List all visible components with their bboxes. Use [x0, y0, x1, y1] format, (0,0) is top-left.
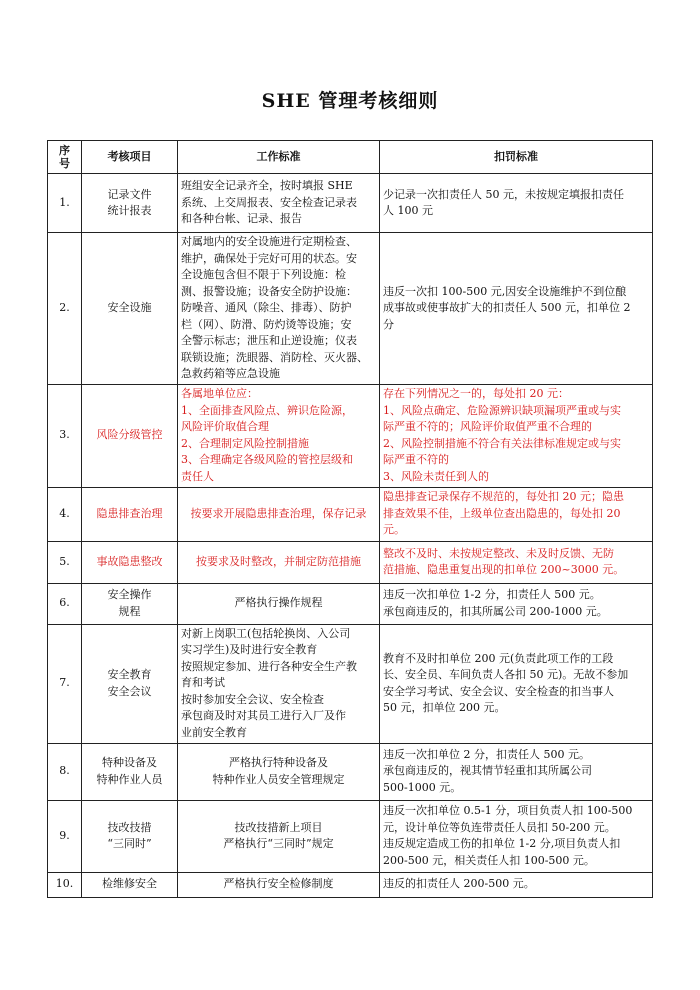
row-item	[82, 233, 178, 385]
penalty-line: 承包商违反的，视其情节轻重扣其所属公司	[383, 764, 592, 778]
standard-line: 系统、上交周报表、安全检查记录表	[181, 195, 357, 209]
row-penalty	[380, 174, 653, 233]
row-standard	[178, 743, 380, 800]
standard-line: 对属地内的安全设施进行定期检查、	[181, 235, 357, 248]
table-row	[48, 743, 653, 800]
table-row	[48, 487, 653, 541]
row-item	[82, 384, 178, 487]
penalty-line: 违反一次扣 100-500 元,因安全设施维护不到位酿	[383, 284, 627, 298]
standard-line: 责任人	[181, 469, 214, 483]
row-penalty	[380, 233, 653, 385]
table-row	[48, 624, 653, 743]
row-number: 4.	[48, 487, 82, 541]
penalty-line: 违反的扣责任人 200-500 元。	[383, 877, 535, 891]
row-standard	[178, 800, 380, 872]
standard-line: 育和考试	[181, 676, 225, 690]
penalty-line: 整改不及时、未按规定整改、未及时反馈、无防	[383, 546, 614, 560]
penalty-line: 范措施、隐患重复出现的扣单位 200~3000 元。	[383, 563, 625, 576]
penalty-line: 违反一次扣单位 2 分，扣责任人 500 元。	[383, 747, 590, 761]
row-standard	[178, 487, 380, 541]
penalty-line: 人 100 元	[383, 204, 433, 217]
row-item	[82, 800, 178, 872]
table-header-row	[48, 141, 653, 174]
row-penalty	[380, 743, 653, 800]
standard-line: 测、报警设施；设备安全防护设施：	[181, 284, 357, 298]
row-number: 7.	[48, 624, 82, 743]
row-standard	[178, 174, 380, 233]
penalty-line: 50 元，扣单位 200 元。	[383, 701, 506, 714]
penalty-line: 违反一次扣单位 0.5-1 分，项目负责人扣 100-500	[383, 804, 633, 817]
item-line: 技改技措	[107, 820, 152, 834]
row-penalty	[380, 487, 653, 541]
row-item	[82, 872, 178, 897]
item-line: 安全设施	[107, 301, 152, 314]
table-row	[48, 872, 653, 897]
standard-line: 承包商及时对其员工进行入厂及作	[181, 709, 346, 723]
penalty-line: 元。	[383, 523, 405, 537]
standard-line: 严格执行“三同时”规定	[223, 837, 334, 850]
row-item	[82, 174, 178, 233]
standard-line: 严格执行安全检修制度	[223, 877, 334, 891]
penalty-line: 际严重不符的	[383, 453, 449, 466]
assessment-table	[47, 140, 653, 898]
standard-line: 联锁设施；洗眼器、消防栓、灭火器、	[181, 350, 368, 364]
row-number: 9.	[48, 800, 82, 872]
standard-line: 按时参加安全会议、安全检查	[181, 692, 324, 706]
standard-line: 防噪音、通风（除尘、排毒）、防护	[181, 301, 352, 314]
page-title: SHE 管理考核细则	[261, 90, 439, 112]
row-item	[82, 583, 178, 624]
penalty-line: 200-500 元，相关责任人扣 100-500 元。	[383, 853, 595, 867]
row-number: 8.	[48, 743, 82, 800]
row-item	[82, 624, 178, 743]
row-standard	[178, 583, 380, 624]
row-item	[82, 487, 178, 541]
item-line: 统计报表	[107, 204, 152, 217]
standard-line: 严格执行操作规程	[234, 596, 323, 610]
row-item	[82, 541, 178, 583]
table-row	[48, 233, 653, 385]
row-standard	[178, 384, 380, 487]
standard-line: 全警示标志；泄压和止逆设施；仪表	[181, 334, 357, 347]
standard-line: 1、全面排查风险点、辨识危险源，	[181, 403, 353, 417]
standard-line: 全设施包含但不限于下列设施：检	[181, 268, 346, 281]
row-penalty	[380, 624, 653, 743]
standard-line: 按照规定参加、进行各种安全生产教	[181, 659, 357, 673]
standard-line: 按要求开展隐患排查治理，保存记录	[190, 506, 367, 520]
row-penalty	[380, 541, 653, 583]
item-line: 记录文件	[107, 187, 152, 201]
item-line: “三同时”	[107, 837, 152, 850]
row-penalty	[380, 800, 653, 872]
standard-line: 急救药箱等应急设施	[181, 367, 280, 380]
penalty-line: 安全学习考试、安全会议、安全检查的扣当事人	[383, 684, 614, 698]
item-line: 特种作业人员	[96, 772, 163, 786]
standard-line: 严格执行特种设备及	[229, 756, 328, 769]
standard-line: 维护，确保处于完好可用的状态。安	[181, 251, 357, 265]
penalty-line: 2、风险控制措施不符合有关法律标准规定或与实	[383, 436, 621, 450]
item-line: 安全会议	[107, 684, 152, 698]
penalty-line: 存在下列情况之一的，每处扣 20 元：	[383, 387, 569, 400]
standard-line: 技改技措新上项目	[234, 820, 323, 834]
penalty-line: 违反规定造成工伤的扣单位 1-2 分,项目负责人扣	[383, 837, 621, 850]
header-penalty: 扣罚标准	[380, 141, 653, 174]
standard-line: 和各种台帐、记录、报告	[181, 212, 302, 226]
row-number: 5.	[48, 541, 82, 583]
table-row	[48, 174, 653, 233]
penalty-line: 长、安全员、车间负责人各扣 50 元)。无故不参加	[383, 668, 629, 681]
row-penalty	[380, 384, 653, 487]
standard-line: 业前安全教育	[181, 725, 247, 739]
header-no: 序号	[48, 141, 82, 174]
table-row	[48, 541, 653, 583]
table-row	[48, 800, 653, 872]
header-standard: 工作标准	[178, 141, 380, 174]
item-line: 安全教育	[107, 668, 152, 681]
standard-line: 栏（网）、防滑、防灼烫等设施；安	[181, 317, 352, 331]
penalty-line: 违反一次扣单位 1-2 分，扣责任人 500 元。	[383, 588, 601, 601]
penalty-line: 3、风险未责任到人的	[383, 469, 489, 483]
row-penalty	[380, 872, 653, 897]
penalty-line: 少记录一次扣责任人 50 元，未按规定填报扣责任	[383, 187, 624, 201]
item-line: 风险分级管控	[96, 428, 163, 442]
standard-line: 按要求及时整改，并制定防范措施	[196, 554, 361, 568]
row-item	[82, 743, 178, 800]
standard-line: 实习学生)及时进行安全教育	[181, 643, 318, 657]
penalty-line: 排查效果不佳，上级单位查出隐患的，每处扣 20	[383, 506, 621, 520]
penalty-line: 承包商违反的，扣其所属公司 200-1000 元。	[383, 604, 608, 618]
table-row	[48, 384, 653, 487]
item-line: 事故隐患整改	[96, 554, 163, 568]
penalty-line: 500-1000 元。	[383, 780, 462, 794]
row-number: 6.	[48, 583, 82, 624]
header-item: 考核项目	[82, 141, 178, 174]
standard-line: 3、合理确定各级风险的管控层级和	[181, 453, 353, 466]
row-number: 2.	[48, 233, 82, 385]
item-line: 检维修安全	[102, 877, 157, 891]
standard-line: 2、合理制定风险控制措施	[181, 436, 309, 450]
row-penalty	[380, 583, 653, 624]
item-line: 隐患排查治理	[96, 506, 163, 520]
penalty-line: 际严重不符的；风险评价取值严重不合理的	[383, 420, 592, 433]
penalty-line: 成事故或使事故扩大的扣责任人 500 元，扣单位 2	[383, 301, 631, 314]
item-line: 安全操作	[107, 588, 152, 601]
item-line: 特种设备及	[102, 756, 157, 769]
penalty-line: 分	[383, 317, 394, 331]
row-number: 3.	[48, 384, 82, 487]
standard-line: 对新上岗职工(包括轮换岗、入公司	[181, 626, 351, 640]
standard-line: 风险评价取值合理	[181, 420, 269, 433]
penalty-line: 教育不及时扣单位 200 元(负责此项工作的工段	[383, 651, 614, 665]
penalty-line: 1、风险点确定、危险源辨识缺项漏项严重或与实	[383, 403, 621, 417]
row-standard	[178, 233, 380, 385]
standard-line: 各属地单位应：	[181, 387, 258, 400]
standard-line: 特种作业人员安全管理规定	[212, 772, 345, 786]
standard-line: 班组安全记录齐全，按时填报 SHE	[181, 179, 353, 193]
penalty-line: 隐患排查记录保存不规范的，每处扣 20 元；隐患	[383, 490, 624, 504]
row-standard	[178, 872, 380, 897]
row-number: 1.	[48, 174, 82, 233]
item-line: 规程	[118, 604, 141, 618]
row-standard	[178, 541, 380, 583]
penalty-line: 元，设计单位等负连带责任人员扣 50-200 元。	[383, 820, 616, 834]
row-number: 10.	[48, 872, 82, 897]
table-row	[48, 583, 653, 624]
row-standard	[178, 624, 380, 743]
